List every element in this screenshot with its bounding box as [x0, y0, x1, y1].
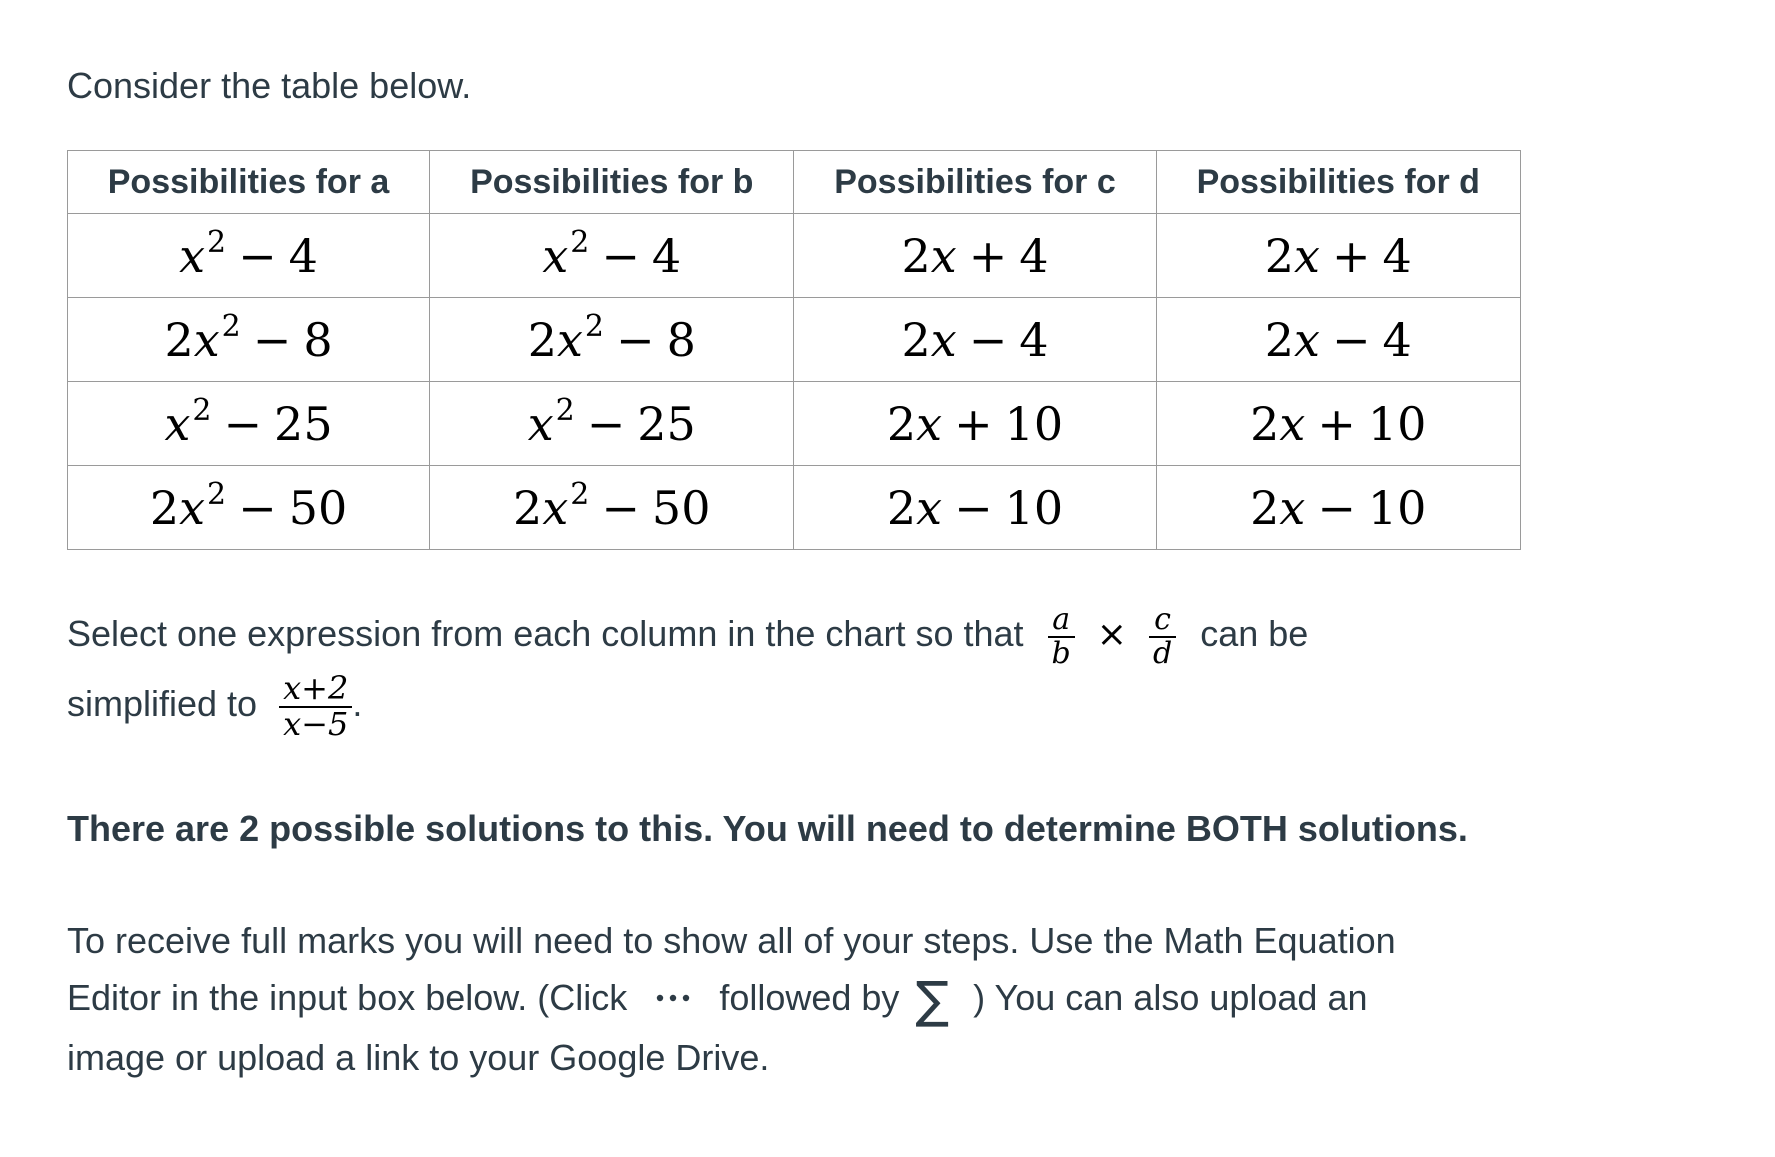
expr-constant: 10	[1004, 480, 1064, 535]
expr-constant: 50	[288, 480, 348, 535]
fraction-denominator-d: d	[1152, 635, 1173, 671]
expr-operator: +	[954, 396, 993, 451]
expr-coef: 2	[1250, 396, 1280, 451]
select-instruction-line1	[67, 604, 1308, 669]
expr-variable: x	[164, 396, 191, 451]
solutions-note: There are 2 possible solutions to this. You will need to determine BOTH solutions.	[67, 808, 1468, 849]
expr-exponent: 2	[207, 476, 227, 512]
expr-constant: 25	[637, 396, 696, 451]
expr-constant: 10	[1367, 480, 1427, 535]
expr-constant: 4	[288, 228, 318, 283]
expr-coef: 2	[901, 312, 931, 367]
expr-operator: +	[1317, 396, 1356, 451]
expr-exponent: 2	[570, 476, 590, 512]
expr-exponent: 2	[207, 224, 227, 260]
sigma-icon: ∑	[915, 971, 950, 1030]
expr-constant: 8	[303, 312, 333, 367]
table-body	[68, 214, 1521, 550]
expr-constant: 25	[274, 396, 333, 451]
expr-exponent: 2	[221, 308, 241, 344]
expr-variable: x	[1279, 480, 1306, 535]
column-header-a: Possibilities for a	[68, 151, 430, 214]
expr-coef: 2	[527, 312, 557, 367]
expr-variable: x	[542, 480, 569, 535]
expr-constant: 4	[1019, 228, 1049, 283]
target-fraction	[279, 669, 352, 743]
expr-constant: 4	[651, 228, 682, 283]
expr-operator: −	[601, 228, 640, 283]
select-text-after: can be	[1200, 613, 1309, 655]
expr-operator: −	[252, 312, 292, 367]
expr-operator: −	[238, 228, 277, 283]
expr-constant: 50	[651, 480, 711, 535]
intro-text: Consider the table below.	[67, 65, 472, 106]
fraction-a-over-b	[1048, 604, 1075, 669]
expr-operator: +	[1331, 228, 1371, 283]
expr-operator: −	[238, 480, 277, 535]
expr-coef: 2	[513, 480, 543, 535]
expression-cell	[1156, 214, 1520, 298]
possibilities-table	[67, 150, 1521, 550]
expr-operator: −	[968, 312, 1008, 367]
instructions-line2-part3: ) You can also upload an	[973, 977, 1368, 1018]
submission-instructions	[67, 912, 1396, 1086]
instructions-line3: image or upload a link to your Google Drive.	[67, 1036, 770, 1078]
expr-constant: 4	[1382, 312, 1412, 367]
expr-exponent: 2	[584, 308, 605, 344]
expr-constant: 10	[1004, 396, 1064, 451]
expr-operator: −	[616, 312, 655, 367]
instructions-line2	[67, 969, 1396, 1029]
instructions-line1: To receive full marks you will need to show all of your steps. Use the Math Equation	[67, 920, 1396, 961]
table-header-row	[68, 151, 1521, 214]
column-header-b: Possibilities for b	[430, 151, 794, 214]
expr-operator: −	[954, 480, 993, 535]
fraction-c-over-d	[1149, 604, 1176, 669]
expr-variable: x	[930, 228, 957, 283]
expression-cell	[68, 298, 430, 382]
expression-cell	[794, 298, 1156, 382]
expr-coef: 2	[901, 228, 931, 283]
expr-variable: x	[556, 312, 583, 367]
expression-cell	[1156, 382, 1520, 466]
expression-cell	[430, 466, 794, 550]
expr-coef: 2	[886, 480, 917, 535]
expr-coef: 2	[1250, 480, 1280, 535]
expression-cell	[794, 466, 1156, 550]
expr-operator: −	[586, 396, 626, 451]
expr-variable: x	[916, 396, 943, 451]
expr-variable: x	[1279, 396, 1306, 451]
expr-constant: 4	[1382, 228, 1412, 283]
expr-coef: 2	[149, 480, 180, 535]
table-row	[68, 466, 1521, 550]
expr-operator: +	[968, 228, 1008, 283]
expr-variable: x	[1294, 312, 1320, 367]
more-options-icon	[655, 962, 691, 1019]
expr-coef: 2	[164, 312, 194, 367]
expr-coef: 2	[886, 396, 917, 451]
instructions-line2-part2: followed by	[719, 977, 900, 1018]
expression-cell	[68, 214, 430, 298]
expression-cell	[1156, 466, 1520, 550]
expression-cell	[430, 298, 794, 382]
expr-variable: x	[527, 396, 554, 451]
target-denominator: x−5	[283, 704, 349, 743]
expression-cell	[68, 466, 430, 550]
expr-coef: 2	[1264, 228, 1295, 283]
table-row	[68, 298, 1521, 382]
target-numerator: x+2	[279, 672, 352, 708]
fraction-denominator-b: b	[1051, 635, 1071, 671]
expr-variable: x	[193, 312, 220, 367]
expr-operator: −	[223, 396, 263, 451]
expr-variable: x	[542, 228, 569, 283]
expr-constant: 8	[666, 312, 696, 367]
expr-operator: −	[1317, 480, 1356, 535]
expr-variable: x	[930, 312, 957, 367]
target-period: .	[352, 683, 363, 725]
expression-cell	[1156, 298, 1520, 382]
expr-constant: 4	[1019, 312, 1049, 367]
column-header-c: Possibilities for c	[794, 151, 1156, 214]
table-row	[68, 214, 1521, 298]
times-symbol: ×	[1096, 614, 1127, 656]
expr-operator: −	[601, 480, 640, 535]
expression-cell	[794, 214, 1156, 298]
expression-cell	[794, 382, 1156, 466]
expr-operator: −	[1331, 312, 1371, 367]
expr-variable: x	[179, 228, 206, 283]
column-header-d: Possibilities for d	[1156, 151, 1520, 214]
expr-coef: 2	[1264, 312, 1295, 367]
fraction-numerator-c: c	[1149, 604, 1176, 638]
table-row	[68, 382, 1521, 466]
instructions-line2-part1: Editor in the input box below. (Click	[67, 977, 628, 1018]
expression-cell	[430, 382, 794, 466]
fraction-numerator-a: a	[1048, 604, 1075, 638]
select-text-before: Select one expression from each column in the chart so that	[67, 613, 1024, 655]
expr-exponent: 2	[570, 224, 590, 260]
expr-exponent: 2	[555, 392, 575, 428]
expr-constant: 10	[1367, 396, 1427, 451]
expr-variable: x	[179, 480, 206, 535]
expression-cell	[68, 382, 430, 466]
expr-variable: x	[916, 480, 943, 535]
expr-variable: x	[1294, 228, 1320, 283]
simplified-to-text: simplified to	[67, 683, 258, 725]
select-instruction-line2	[67, 669, 363, 743]
expr-exponent: 2	[192, 392, 212, 428]
expression-cell	[430, 214, 794, 298]
